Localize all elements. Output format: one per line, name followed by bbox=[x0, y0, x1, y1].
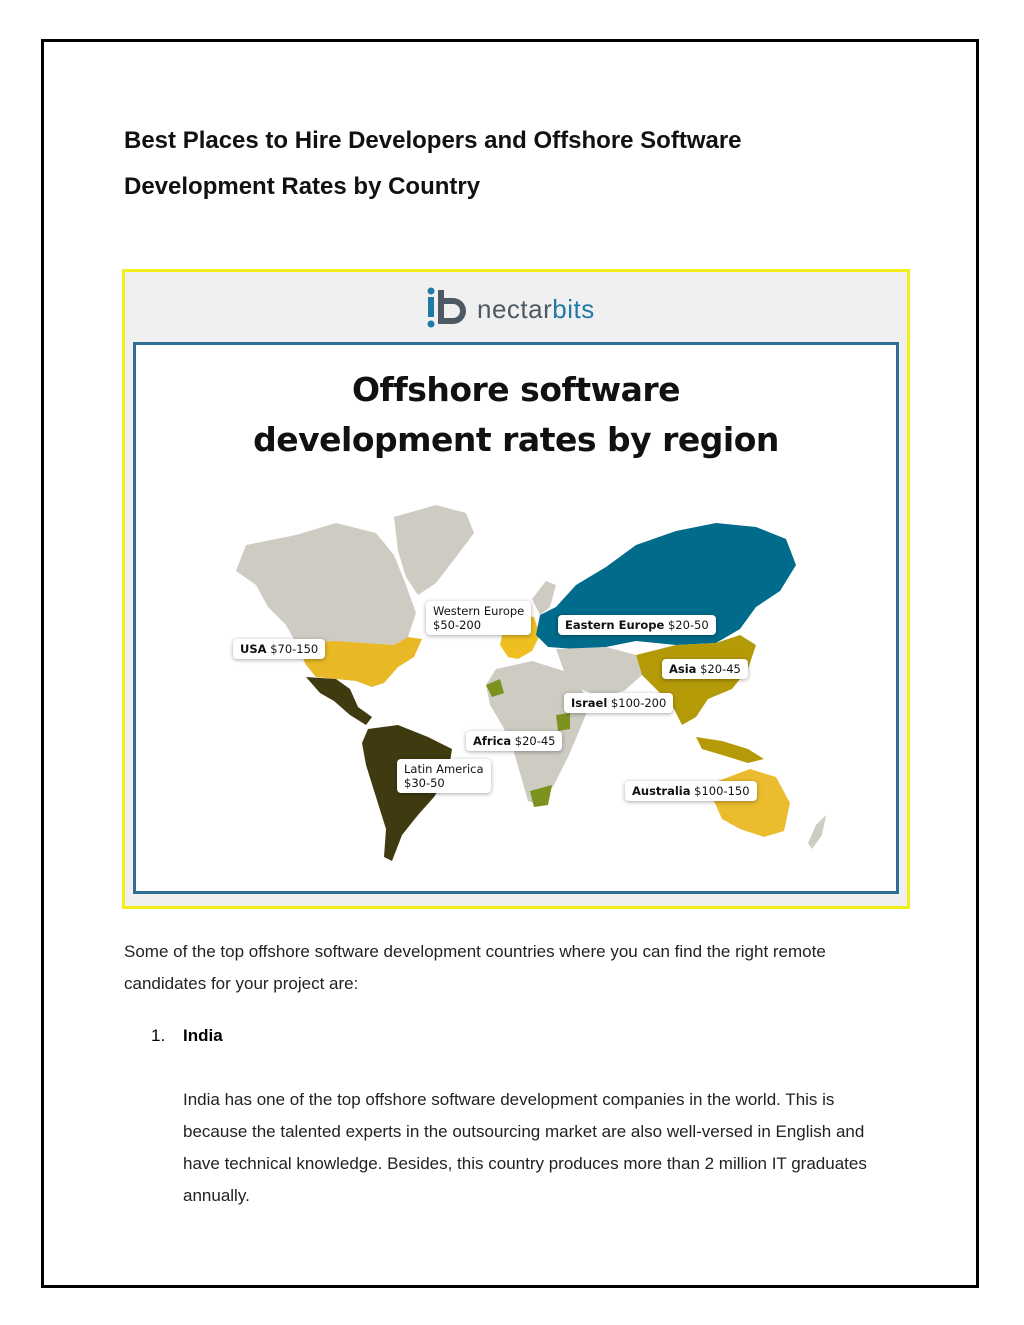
callout-australia-rate: $100-150 bbox=[694, 784, 750, 798]
logo-text-main: nectar bbox=[477, 294, 553, 324]
callout-israel-region: Israel bbox=[571, 696, 608, 710]
logo-wordmark bbox=[477, 294, 595, 325]
greenland-shape bbox=[394, 505, 474, 595]
rates-map-figure bbox=[122, 269, 910, 909]
callout-australia bbox=[625, 781, 757, 801]
callout-western-europe bbox=[426, 601, 531, 635]
south-america-shape bbox=[362, 725, 452, 861]
map-title: Offshore software development rates by region bbox=[253, 370, 779, 459]
map-panel bbox=[133, 342, 899, 894]
callout-eastern-europe-region: Eastern Europe bbox=[565, 618, 665, 632]
callout-israel bbox=[564, 693, 673, 713]
callout-western-europe-region: Western Europe bbox=[433, 604, 525, 618]
central-america-shape bbox=[306, 677, 372, 725]
australia-shape bbox=[714, 769, 790, 837]
callout-africa-rate: $20-45 bbox=[514, 734, 556, 748]
callout-australia-region: Australia bbox=[632, 784, 691, 798]
intro-paragraph: Some of the top offshore software development countries where you can find the right remote candidates for your project are: bbox=[124, 942, 826, 993]
callout-asia-rate: $20-45 bbox=[700, 662, 741, 676]
list-item-heading: India bbox=[183, 1026, 223, 1045]
callout-asia-region: Asia bbox=[669, 662, 697, 676]
list-item-body: India has one of the top offshore software development companies in the world. This is because the talented experts in the outsourcing market are also well-versed in English and have technical knowledge. Besides, this country produces more than 2 million IT graduates annually. bbox=[183, 1090, 867, 1205]
document-title: Best Places to Hire Developers and Offshore Software Development Rates by Country bbox=[124, 127, 742, 200]
callout-eastern-europe bbox=[558, 615, 716, 635]
callout-africa bbox=[466, 731, 562, 751]
callout-latin-america bbox=[397, 759, 491, 793]
list-item-number: 1. bbox=[151, 1026, 166, 1045]
callout-latin-america-region: Latin America bbox=[404, 762, 484, 776]
callout-israel-rate: $100-200 bbox=[610, 696, 667, 710]
callout-eastern-europe-rate: $20-50 bbox=[667, 618, 709, 632]
callout-western-europe-rate: $50-200 bbox=[433, 618, 482, 632]
logo-text-accent: bits bbox=[552, 294, 595, 324]
callout-usa-rate: $70-150 bbox=[270, 642, 319, 656]
nectarbits-logo-icon bbox=[423, 286, 469, 330]
logo-header bbox=[125, 282, 907, 338]
callout-africa-region: Africa bbox=[473, 734, 512, 748]
indonesia-shape bbox=[696, 737, 764, 763]
callout-asia bbox=[662, 659, 748, 679]
callout-usa bbox=[233, 639, 325, 659]
new-zealand-shape bbox=[808, 815, 826, 849]
callout-latin-america-rate: $30-50 bbox=[404, 776, 445, 790]
north-america-north-shape bbox=[236, 523, 416, 645]
callout-usa-region: USA bbox=[240, 642, 267, 656]
africa-highlight-east bbox=[556, 713, 570, 731]
document-page bbox=[41, 39, 979, 1288]
